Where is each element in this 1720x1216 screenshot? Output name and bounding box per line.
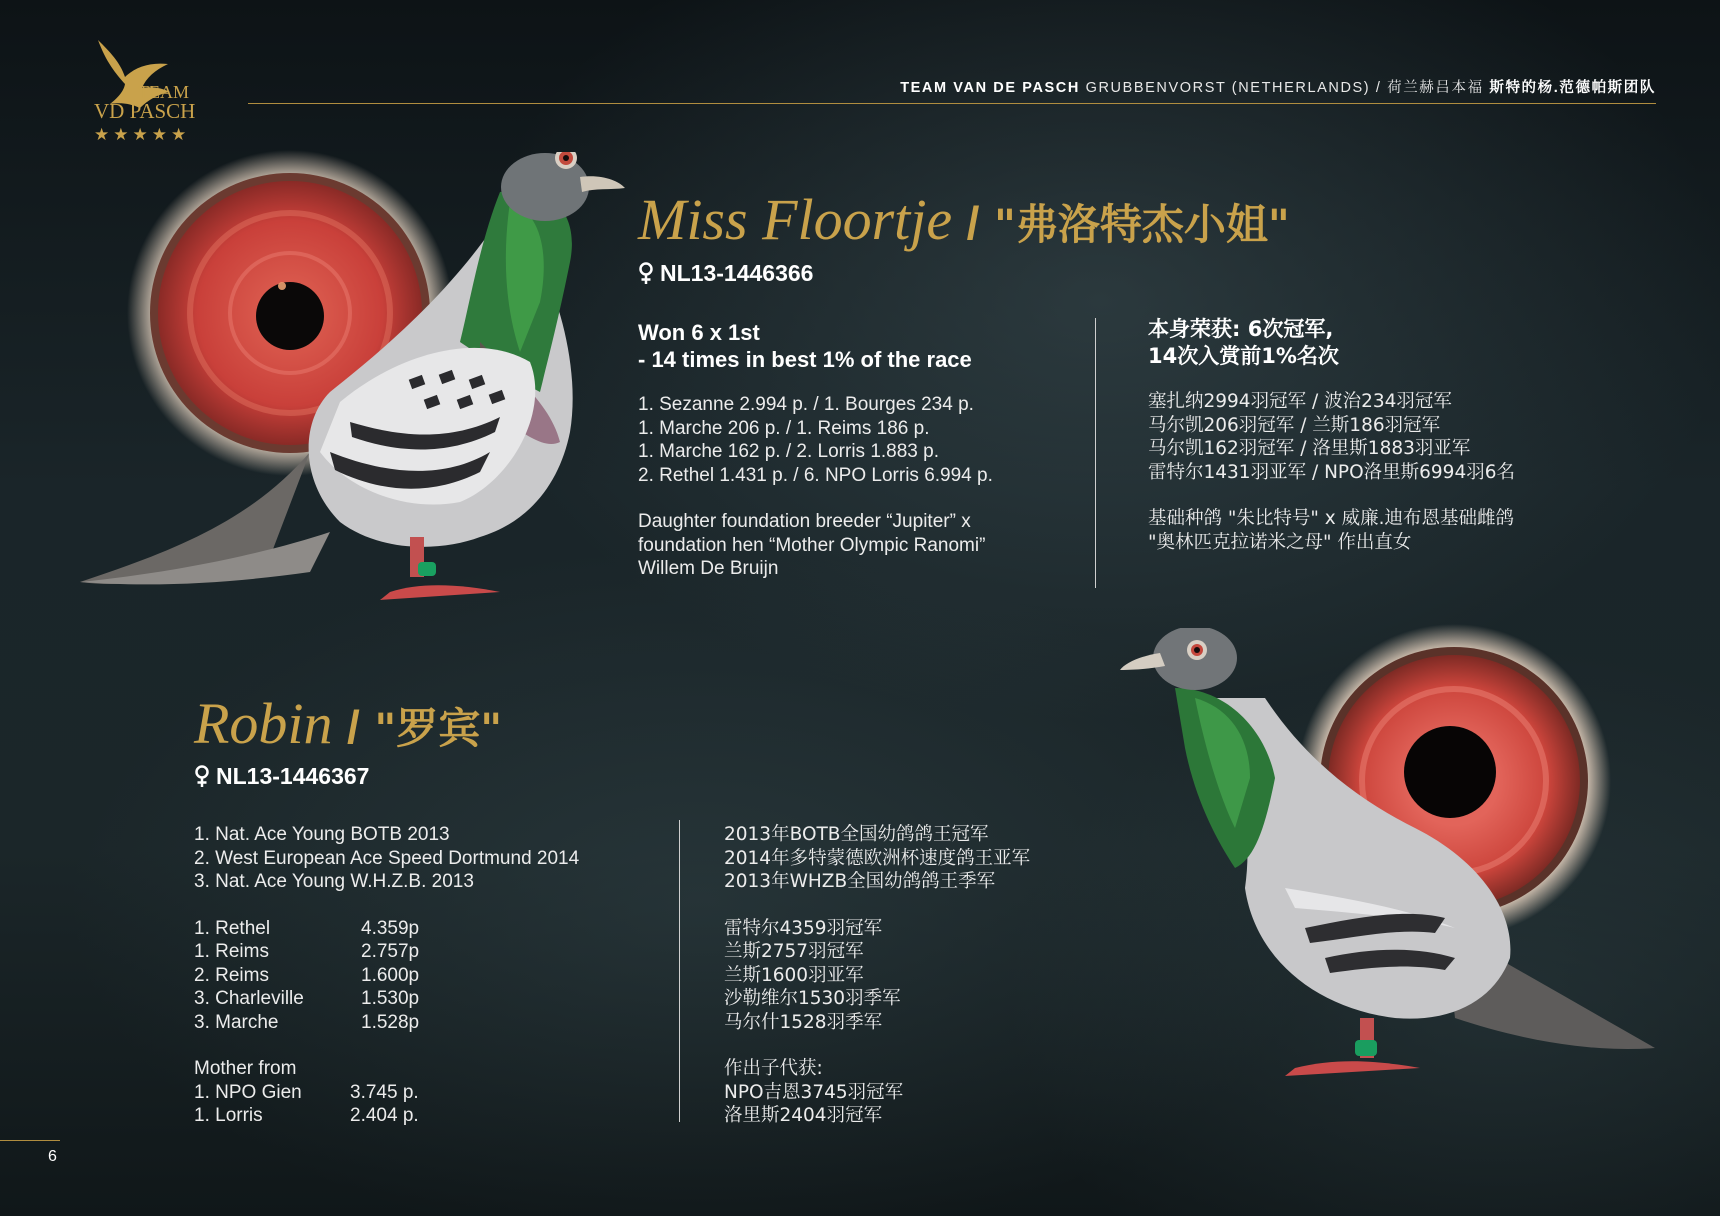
- bird1-headline-cn: 本身荣获: 6次冠军, 14次入赏前1%名次: [1148, 317, 1339, 368]
- bird2-ring: [194, 763, 369, 790]
- bird2-column-divider: [679, 820, 680, 1122]
- bird2-results: [194, 917, 579, 1035]
- bird2-name: Robin: [194, 691, 333, 756]
- bird1-english-column: [638, 319, 993, 581]
- header-divider: [248, 103, 1656, 104]
- bird1-results: [638, 393, 993, 487]
- female-symbol-icon: [638, 262, 654, 286]
- bird2-results-cn: 雷特尔4359羽冠军 兰斯2757羽冠军 兰斯1600羽亚军 沙勒维尔1530羽季军 马尔什1528羽季军: [724, 917, 901, 1033]
- bird2-title: [194, 690, 502, 757]
- result-row: 2. Reims 1.600p: [194, 964, 420, 986]
- svg-text:TEAM: TEAM: [138, 82, 189, 102]
- bird2-titles-cn: 2013年BOTB全国幼鸽鸽王冠军 2014年多特蒙德欧洲杯速度鸽王亚军 2013年WHZB全国幼鸽鸽王季军: [724, 824, 1031, 892]
- bird2-titles: [194, 823, 579, 894]
- bird2-chinese-column: [724, 823, 1030, 1128]
- header-text: [900, 76, 1656, 97]
- bird1-title: [638, 186, 1290, 253]
- result-line-cn: 马尔凯162羽冠军 / 洛里斯1883羽亚军: [1148, 438, 1471, 459]
- female-symbol-icon: [194, 765, 210, 789]
- header-location: GRUBBENVORST (NETHERLANDS) / 荷兰赫吕本福: [1085, 80, 1484, 96]
- header-cn: 斯特的杨.范德帕斯团队: [1489, 80, 1656, 96]
- title-line: 2. West European Ace Speed Dortmund 2014: [194, 847, 580, 869]
- result-line: 1. Marche 206 p. / 1. Reims 186 p.: [638, 417, 930, 439]
- bird2-mother: [194, 1057, 579, 1128]
- bird1-origin: Daughter foundation breeder “Jupiter” x foundation hen “Mother Olympic Ranomi” Willem De Bruijn: [638, 511, 986, 579]
- result-row: 3. Charleville 1.530p: [194, 988, 420, 1009]
- result-line: 1. Sezanne 2.994 p. / 1. Bourges 234 p.: [638, 394, 974, 415]
- bird2-pigeon-photo: [1115, 628, 1655, 1138]
- bird1-pigeon-photo: [80, 152, 630, 662]
- bird2-mother-cn: 作出子代获: NPO吉恩3745羽冠军 洛里斯2404羽冠军: [724, 1058, 904, 1126]
- bird1-name-cn: "弗洛特杰小姐": [993, 200, 1290, 249]
- title-line: 3. Nat. Ace Young W.H.Z.B. 2013: [194, 871, 474, 892]
- mother-result-row: 1. Lorris 2.404 p.: [194, 1105, 419, 1126]
- bird1-results-cn: [1148, 390, 1515, 484]
- bird1-chinese-column: [1148, 316, 1515, 554]
- bird2-english-column: [194, 823, 579, 1128]
- result-line: 2. Rethel 1.431 p. / 6. NPO Lorris 6.994 p.: [638, 464, 993, 486]
- bird1-name: Miss Floortje: [638, 187, 953, 252]
- bird1-title-separator: /: [966, 197, 980, 249]
- bird1-origin-cn: 基础种鸽 "朱比特号" x 威廉.迪布恩基础雌鸽 "奥林匹克拉诺米之母" 作出直女: [1148, 508, 1514, 553]
- mother-result-row: 1. NPO Gien 3.745 p.: [194, 1081, 419, 1103]
- bird1-headline: Won 6 x 1st - 14 times in best 1% of the race: [638, 320, 972, 372]
- result-row: 3. Marche 1.528p: [194, 1011, 420, 1033]
- logo-bird-icon: [80, 32, 220, 147]
- header-team: TEAM VAN DE PASCH: [900, 80, 1080, 96]
- mother-label: Mother from: [194, 1058, 297, 1079]
- page-number-rule: [0, 1140, 60, 1141]
- result-row: 1. Rethel 4.359p: [194, 917, 420, 939]
- result-row: 1. Reims 2.757p: [194, 941, 420, 962]
- team-logo: [80, 32, 220, 147]
- bird1-ring: [638, 260, 813, 287]
- result-line: 1. Marche 162 p. / 2. Lorris 1.883 p.: [638, 441, 940, 462]
- bird1-column-divider: [1095, 318, 1096, 588]
- title-line: 1. Nat. Ace Young BOTB 2013: [194, 824, 450, 845]
- svg-text:★★★★★: ★★★★★: [94, 125, 191, 145]
- svg-text:VD PASCH: VD PASCH: [94, 99, 196, 123]
- result-line-cn: 雷特尔1431羽亚军 / NPO洛里斯6994羽6名: [1148, 461, 1515, 483]
- result-line-cn: 塞扎纳2994羽冠军 / 波治234羽冠军: [1148, 391, 1452, 412]
- bird2-ring-number: NL13-1446367: [216, 763, 370, 789]
- bird1-ring-number: NL13-1446366: [660, 260, 814, 286]
- result-line-cn: 马尔凯206羽冠军 / 兰斯186羽冠军: [1148, 414, 1441, 436]
- page-number: 6: [48, 1148, 57, 1165]
- bird2-title-separator: /: [347, 701, 360, 753]
- bird2-name-cn: "罗宾": [374, 704, 503, 753]
